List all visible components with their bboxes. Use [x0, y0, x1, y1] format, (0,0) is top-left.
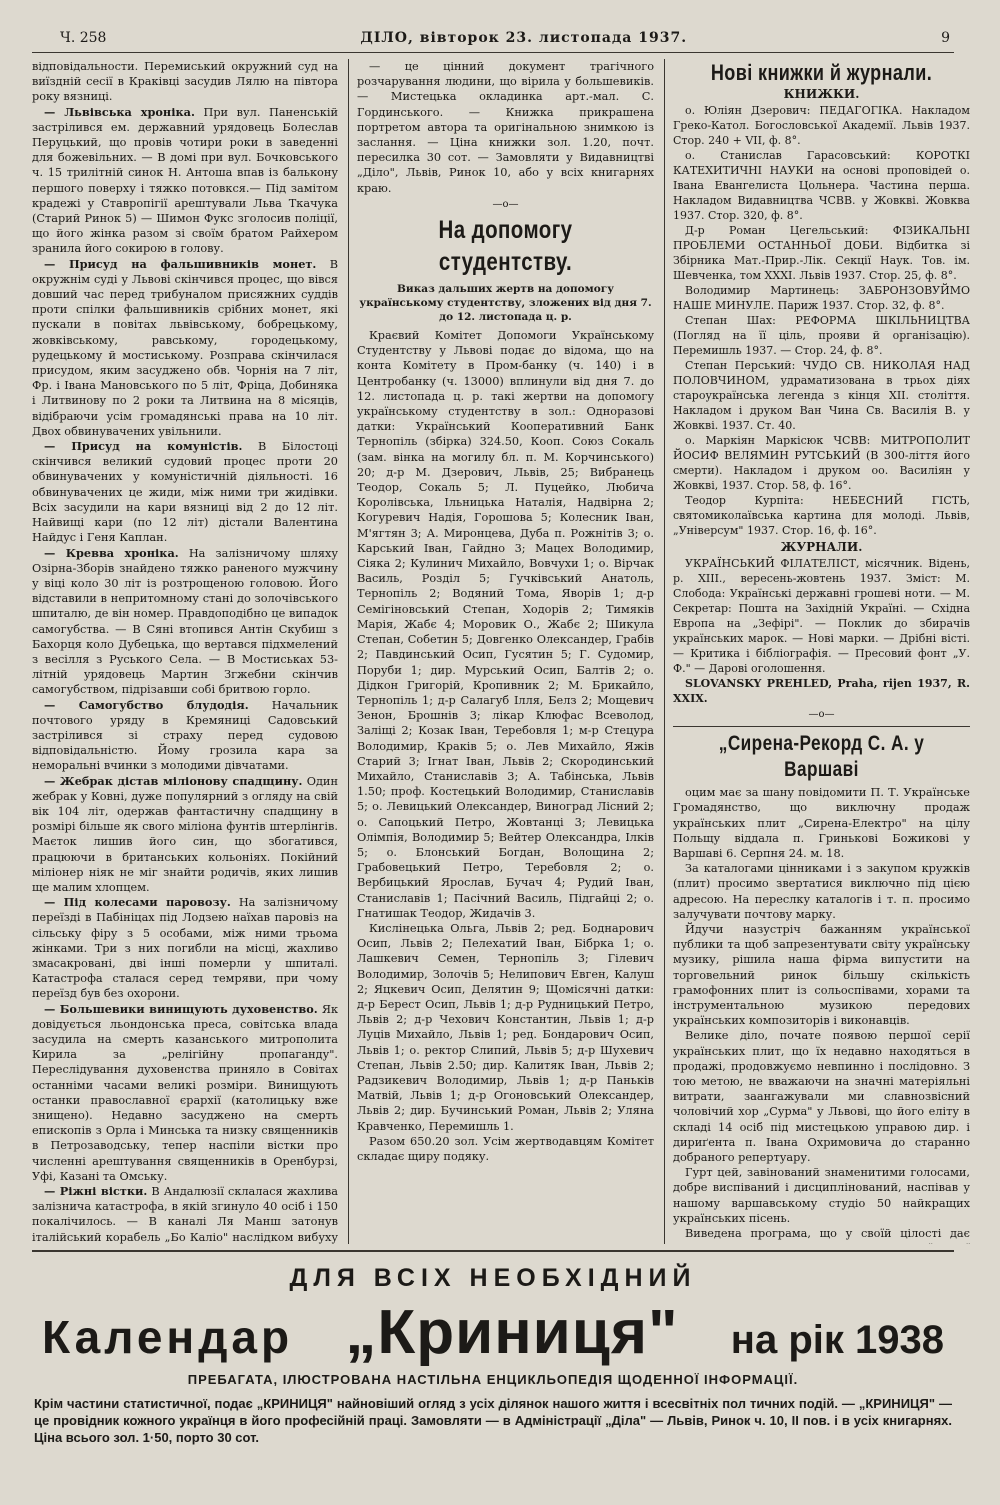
item-heading: — Ріжні вістки. [44, 1184, 148, 1199]
ad-title: „Сирена-Рекорд С. А. у Варшаві [718, 732, 925, 782]
book-entry: Степан Шах: РЕФОРМА ШКІЛЬНИЦТВА (Погляд на її ціль, прояви й організацію). Перемишль 1937. — Стор. 24, ф. 8°. [673, 314, 970, 357]
ad-paragraph: Велике діло, почате появою першої серії українських плит, що їх недавно находяться в продажі, продовжуємо невпинно і послідовно. З тою метою, не вважаючи на значні матеріяльні витрати, заангажували ми славнозвісний чоловічий хор „Сурма" у Львові, що його еліту в складі 14 осіб під мистецькою управою дир. і дириґента п. Івана Охримовича до старанно добраного репертуару. [673, 1029, 970, 1165]
columns [32, 59, 970, 1244]
calendar-advertisement [32, 1250, 954, 1446]
book-entry: о. Станислав Гарасовський: КОРОТКІ КАТЕХИТИЧНІ НАУКИ на основі проповідей о. Івана Евангелиста Цольнера. Частина перша. Накладом Видавництва ЧСВВ. у Жовкві. Жовква 1937. Стор. 320, ф. 8°. [673, 149, 970, 222]
news-item [32, 1184, 338, 1244]
column-1 [32, 59, 338, 1244]
news-item [32, 774, 338, 896]
book-entry: Володимир Мартинець: ЗАБРОНЗОВУЙМО НАШЕ МИНУЛЕ. Париж 1937. Стор. 32, ф. 8°. [673, 284, 970, 312]
item-heading: — Львівська хроніка. [44, 104, 195, 119]
item-body: В окружнім суді у Львові скінчився процес, що вівся довший час перед трибуналом присяжних суддів проти спілки фальшивників срібних монет, які пускали в повітах львівському, бобрецькому, жовківському, равському, городецькому, рудецькому й мостиському. Розправа скінчилася присудом, яким засуджено обв. Чорнія на 7 літ, Фр. і Івана Мановського по 5 літ, Фріца, Добиняка і Литвинову по 2 роки та Литвина на 8 місяців, відібраючи усім громадянські права на 10 літ. Двох обвинувачених увільнили. [32, 257, 338, 438]
book-entry: Д-р Роман Цегельський: ФІЗИКАЛЬНІ ПРОБЛЕМИ ОСТАННЬОЇ ДОБИ. Відбитка зі Збірника Мат.-Прир.-Лік. Секції Наук. Тов. ім. Шевченка, том XXXI. Львів 1937. Стор. 25, ф. 8°. [673, 224, 970, 282]
ad-subtitle: ПРЕБАГАТА, ІЛЮСТРОВАНА НАСТІЛЬНА ЕНЦИКЛЬОПЕДІЯ ЩОДЕННОЇ ІНФОРМАЦІЇ. [187, 1372, 799, 1387]
item-body: Як довідується льондонська преса, совітська влада засудила на смерть казанського митрополита Кирила за „релігійну пропаганду". Переслідування духовенства приняло в Совітах останніми часами великі розміри. Винищують останки православної єрархії (католицьку вже знищено). Недавно засуджено на смерть епископів з Орла і Минська та низку священників в Петрозаводську, тепер наспіли вістки про численні арештування священників в Оренбурзі, Уфі, Казані та Омську. [32, 1002, 338, 1183]
books-section-title: Нові книжки й журнали. [710, 60, 933, 85]
column-2 [348, 59, 654, 1244]
item-heading: — Самогубство блудодія. [44, 697, 249, 712]
journal-entry: SLOVANSKY PREHLED, Praha, rijen 1937, R. XXIX. [673, 677, 970, 705]
news-item [32, 1002, 338, 1184]
column-3 [664, 59, 970, 1244]
item-body: В Білостоці скінчився великий судовий процес проти 20 обвинувачених у комуністичній діяльності. 16 обвинувачених це жиди, між ними три жидівки. Всіх засудили на кари вязниці від 2 до 12 літ. Найвищі кари (по 12 літ) дістали Валентина Найдус і Геня Каплан. [32, 440, 338, 545]
news-item [32, 895, 338, 1001]
ad-word-krynytsia: „Криниця" [345, 1298, 679, 1367]
donors-list-monthly: Кислінецька Ольга, Львів 2; ред. Боднарович Осип, Львів 2; Пелехатий Іван, Бібрка 1; о. Лашкевич Семен, Тернопіль 3; Гілевич Володимир, Золочів 5; Нелипович Евген, Калуш 2; Яцкевич Осип, Делятин 9; Щомісячні датки: д-р Берест Осип, Львів 1; д-р Рудницький Петро, Львів 2; д-р Чехович Константин, Львів 1; д-р Луців Михайло, Львів 1; ред. Бондарович Осип, Львів 1; о. ректор Слипий, Львів 5; д-р Шухевич Степан, Львів 2.50; дир. Калитяк Іван, Львів 2; Радзикевич Володимир, Львів 1; д-р Паньків Матвій, Львів 1; д-р Огоновський Олександер, Львів 2; дир. Бучинський Роман, Львів 2; Уляна Кравченко, Перемишль 1. [357, 921, 654, 1133]
sirena-record-ad [673, 726, 970, 1244]
donors-list: Краєвий Комітет Допомоги Українському Студентству у Львові подає до відома, що на конта Комітету в Пром-банку (ч. 140) і в Центробанку (ч. 13000) вплинули від дня 7. до 12. листопада ц. р. такі жертви на допомогу українському студентству в зол.: Одноразові датки: Український Кооперативний Банк Тернопіль (збірка) 324.50, Кооп. Союз Сокаль (зам. вінка на могилу бл. п. М. Корчинського) 20; д-р М. Дзерович, Львів, 25; Вибранець Теодор, Сокаль 5; Л. Пуцейко, Любича Королівська, Ільницька Наталія, Надвірна 2; Когуревич Надія, Горошова 5; Колесник Іван, М'ягтян 3; А. Миронцева, Дуба п. Рожнітів 3; о. Карський Іван, Гайдно 3; Мацех Володимир, Сіяка 2; Кулинич Михайло, Вовчухи 1; о. Вірчак Василь, Розділ 5; Гучківський Анатоль, Тернопіль 2; Водяний Тома, Яворів 1; д-р Семігіновський Степан, Ходорів 2; Тимяків Марія, Жабє 4; Моровик О., Жабє 2; Шикула Степан, Собетин 5; Довгенко Олександер, Грабів 2; Павдинський Осип, Гусятин 5; Г. Судомир, Поруби 1; дир. Мурський Осип, Балтів 2; о. Дідкон Григорій, Кропивник 2; М. Брикайло, Тернопіль 1; д-р Салагуб Ілля, Белз 2; Мощевич Зенон, Брошнів 3; лікар Клюфас Всеволод, Заліщі 2; Козак Іван, Теребовля 1; м-р Стецура Володимир, Краків 5; о. Лев Михайло, Яжів Старий 3; Ігнат Іван, Львів 2; Скородинський Михайло, Станиславів 3; А. Табінська, Львів 1.50; проф. Костецький Володимир, Станиславів 5; о. Левицький Олександер, Виноград Лісний 2; о. Сапоцький Петро, Жовтанці 3; Левицька Олімпія, Володимир 5; Вейтер Олександра, Ілків 5; о. Блонський Богдан, Волощина 2; Грабовецький Петро, Теребовля 2; о. Вербицький Ярослав, Бучач 4; Рудий Іван, Станиславів 1; Пасічний Василь, Підгайці 2; о. Гнатишак Теодор, Жидачів 3. [357, 329, 654, 920]
item-body: При вул. Паненській застрілився ем. державний урядовець Болеслав Перуцький, що провів чотири роки в заведенні для божевільних. — В домі при вул. Бочковського ч. 15 трилітній синок Н. Антоша впав із балькону першого поверху і тяжко потовкся.— Під замітом крадежі у Ставропігії арештували Льва Ткачука (Старий Ринок 5) — Шимон Фукс зголосив поліції, що його жінка разом зі своїм братом Райхером зранила його сокирою в голову. [32, 105, 338, 256]
book-ad-continuation: — це цінний документ трагічного розчарування людини, що вірила у большевиків. — Мистецька окладинка арт.-мал. С. Гординського. — Книжка прикрашена портретом автора та оригінальною знимкою із заслання. — Ціна книжки зол. 1.20, почт. пересилка 30 сот. — Замовляти у Видавництві „Діло", Львів, Ринок 10, або у всіх книгарнях краю. [357, 60, 654, 195]
item-heading: — Присуд на комуністів. [44, 439, 243, 454]
item-body: Начальник почтового уряду в Кремяниці Садовський застрілився зі страху перед судовою відповідальністю. Йому грозила кара за неморальні вчинки з молодими дівчатами. [32, 698, 338, 773]
issue-number: Ч. 258 [60, 30, 107, 46]
page-number: 9 [941, 30, 950, 46]
article-continuation: відповідальности. Перемиський окружний суд на виїздній сесії в Краківці засудив Лялю на півтора року вязниці. [32, 60, 338, 104]
separator: —o— [808, 709, 835, 720]
news-item [32, 257, 338, 439]
item-body: В Андалюзії склалася жахлива залізнича катастрофа, в якій згинуло 40 осіб і 150 покалічилось. — В каналі Ля Манш затонув італійський корабель „Бо Каліо" наслідком вибуху [32, 1185, 338, 1244]
ad-paragraph: оцим має за шану повідомити П. Т. Українське Громадянство, що виключну продаж українських плит „Сирена-Електро" на цілу Польщу віддала п. Гриньковi Божиковi у Варшаві 6. Серпня 24. м. 18. [673, 786, 970, 861]
ad-paragraph: За каталогами цінниками і з закупом кружків (плит) просимо звертатися виключно під цією адресою. На переслку каталогів і т. п. просимо залучувати почтову марку. [673, 862, 970, 921]
book-entry: о. Маркіян Маркісюк ЧСВВ: МИТРОПОЛИТ ЙОСИФ ВЕЛЯМИН РУТСЬКИЙ (В 300-ліття його смерти). Накладом і друком оо. Василіян у Жовкві, 1937. Стор. 58, ф. 16°. [673, 434, 970, 492]
item-heading: — Кревва хроніка. [44, 545, 179, 560]
news-item [32, 105, 338, 257]
ad-paragraph: Гурт цей, завінований знаменитими голосами, добре виспіваний і дисциплінований, наспівав у нашому варшавському студіо 50 найкращих українських пісень. [673, 1166, 970, 1225]
ad-word-year: на рік 1938 [730, 1318, 944, 1362]
journal-entry: УКРАЇНСЬКИЙ ФІЛАТЕЛІСТ, місячник. Відень, р. XIII., вересень-жовтень 1937. Зміст: М. Слобода: Українські державні грошеві ноти. — М. Секретар: Пошта на Західній Україні. — Східна Европа на „Зефірі". — Поклик до збирачів українських марок. — Нові марки. — Дрібні вісті. — Критика і бібліографія. — Пресовий фонт „У. Ф." — Дарові оголошення. [673, 557, 970, 675]
ad-headline: ДЛЯ ВСІХ НЕОБХІДНИЙ [289, 1264, 697, 1292]
article-subtitle: Виказ дальших жертв на допомогу українському студентству, зложених від дня 7. до 12. листопада ц. р. [359, 283, 652, 324]
donation-total: Разом 650.20 зол. Усім жертводавцям Комітет складає щиру подяку. [357, 1134, 654, 1163]
ad-body: Крім частини статистичної, подає „КРИНИЦЯ" найновіший огляд з усіх ділянок нашого життя і всесвітніх пол тичних подій. — „КРИНИЦЯ" — це провідник кожного українця в його професійній праці. Замовляти — в Адміністрації „Діла" — Львів, Ринок ч. 10, ІІ пов. і в усіх книгарнях. Ціна всього зол. 1·50, порто 30 сот. [34, 1396, 952, 1445]
masthead-date: ДІЛО, вівторок 23. листопада 1937. [360, 30, 688, 46]
book-entry: Степан Перський: ЧУДО СВ. НИКОЛАЯ НАД ПОЛОВЧИНОМ, удраматизована в трьох діях староукраїнська легенда з кінця XII. століття. Накладом і друком Ван Чина Св. Василія В. у Жовкві. 1937. Ст. 40. [673, 359, 970, 432]
item-heading: — Большевики винищують духовенство. [44, 1001, 318, 1016]
item-body: Один жебрак у Ковні, дуже популярний з огляду на свій вік 104 літ, одержав фантастичну спадщину в розмірі більше як свого міліона фунтів штерлінгів. Маєток лишив його син, що збогатився, працюючи в британських кольоніях. Покійний міліонер ніяк не міг знайти родичів, яких лишив ще малим хлопцем. [32, 774, 338, 894]
item-body: На залізничому шляху Озірна-Зборів знайдено тяжко раненого мужчину у віці коло 30 літ із розтрощеною головою. Його відставили в непритомному стані до золочівського шпиталю, де він номер. Правдоподібно це випадок самогубства. — В Сяні втопився Антін Скубиш з Бахорця коло Дубецька, що вертався підхмелений з весілля з Руського Села. — В Мостиськах 53-літній урядовець Мартин Згжебни скінчив самогубством, підрізавши собі бритвою горло. [32, 546, 338, 697]
page-header [32, 30, 954, 53]
news-item [32, 546, 338, 698]
item-heading: — Під колесами паровозу. [44, 895, 231, 910]
separator: —o— [492, 198, 519, 210]
news-item [32, 698, 338, 774]
book-entry: о. Юліян Дзерович: ПЕДАГОГІКА. Накладом Греко-Катол. Богословської Академії. Львів 1937. Стор. 240 + VII, ф. 8°. [673, 104, 970, 147]
item-body: На залізничому переїзді в Пабініцах під Лодзею наїхав паровіз на сільську фіру з 5 особами, між ними трьома жінками. Три з них погибли на місці, жахливо змасакровані, дві інші померли у шпиталі. Катастрофа сталася серед темряви, при чому переїзд був без охорони. [32, 896, 338, 1001]
ad-paragraph: Виведена програма, що у своїй цілості дає [685, 1227, 970, 1241]
item-heading: — Жебрак дістав міліонову спадщину. [44, 773, 303, 788]
ad-paragraph: Йдучи назустріч бажанням української публики та щоб запрезентувати світу українську музику, рішила наша фірма випустити на торговельний ринок більшу скількість грамофонних плит із сольоспівами, хорами та інструментальною музикою передових українських композиторів і виконавців. [673, 923, 970, 1028]
books-subheading: КНИЖКИ. [783, 87, 860, 101]
book-entry: Теодор Курпіта: НЕБЕСНИЙ ГІСТЬ, святомиколаївська картина для молоді. Львів, „Універсум" 1937. Стор. 16, ф. 16°. [673, 494, 970, 537]
item-heading: — Присуд на фальшивників монет. [44, 256, 317, 271]
ad-main-line [32, 1297, 954, 1368]
news-item [32, 439, 338, 545]
ad-word-calendar: Календар [42, 1311, 294, 1363]
article-title: На допомогу студентству. [438, 216, 573, 277]
journals-subheading: ЖУРНАЛИ. [780, 540, 863, 554]
